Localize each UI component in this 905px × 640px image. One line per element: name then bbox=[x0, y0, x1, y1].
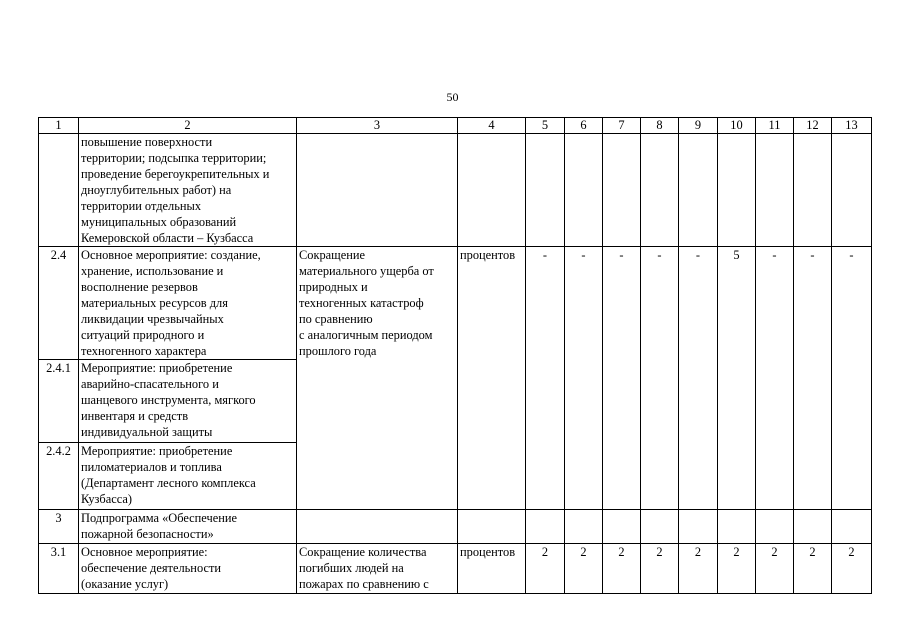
column-header: 1 bbox=[39, 118, 79, 134]
program-table bbox=[38, 117, 872, 594]
row-name: Основное мероприятие: обеспечение деятельности (оказание услуг) bbox=[79, 544, 297, 594]
row-value: - bbox=[679, 247, 718, 510]
column-header: 5 bbox=[526, 118, 565, 134]
row-number: 3 bbox=[39, 510, 79, 544]
column-header: 11 bbox=[756, 118, 794, 134]
row-value: - bbox=[794, 247, 832, 510]
column-header: 9 bbox=[679, 118, 718, 134]
column-header: 8 bbox=[641, 118, 679, 134]
row-number: 2.4 bbox=[39, 247, 79, 360]
column-header: 13 bbox=[832, 118, 872, 134]
row-value: - bbox=[526, 247, 565, 510]
row-value: 2 bbox=[718, 544, 756, 594]
row-value: - bbox=[565, 247, 603, 510]
column-header: 2 bbox=[79, 118, 297, 134]
table-row bbox=[39, 510, 872, 544]
row-indicator: Сокращение материального ущерба от природных и техногенных катастроф по сравнению с аналогичным периодом прошлого года bbox=[297, 247, 458, 510]
row-value: - bbox=[832, 247, 872, 510]
column-header: 7 bbox=[603, 118, 641, 134]
table-row bbox=[39, 247, 872, 360]
column-header: 6 bbox=[565, 118, 603, 134]
page-number: 50 bbox=[446, 90, 459, 104]
row-value: 2 bbox=[641, 544, 679, 594]
row-value: 2 bbox=[565, 544, 603, 594]
row-value: 2 bbox=[679, 544, 718, 594]
row-number: 2.4.1 bbox=[39, 360, 79, 443]
table-header-row bbox=[39, 118, 872, 134]
column-header: 12 bbox=[794, 118, 832, 134]
column-header: 10 bbox=[718, 118, 756, 134]
column-header: 3 bbox=[297, 118, 458, 134]
column-header: 4 bbox=[458, 118, 526, 134]
row-value: 2 bbox=[794, 544, 832, 594]
table-row bbox=[39, 544, 872, 594]
row-value: - bbox=[756, 247, 794, 510]
row-value: - bbox=[603, 247, 641, 510]
row-name: Мероприятие: приобретение пиломатериалов и топлива (Департамент лесного комплекса Кузбасса) bbox=[79, 443, 297, 510]
row-indicator: Сокращение количества погибших людей на пожарах по сравнению с bbox=[297, 544, 458, 594]
row-name: повышение поверхности территории; подсыпка территории; проведение берегоукрепительных и дноуглубительных работ) на территории отдельных муниципальных образований Кемеровской области – Кузбасса bbox=[79, 134, 297, 247]
row-value: 2 bbox=[526, 544, 565, 594]
row-name: Мероприятие: приобретение аварийно-спасательного и шанцевого инструмента, мягкого инвентаря и средств индивидуальной защиты bbox=[79, 360, 297, 443]
row-value: - bbox=[641, 247, 679, 510]
row-value: 2 bbox=[832, 544, 872, 594]
row-value: 2 bbox=[756, 544, 794, 594]
row-number: 3.1 bbox=[39, 544, 79, 594]
row-name: Подпрограмма «Обеспечение пожарной безопасности» bbox=[79, 510, 297, 544]
row-number: 2.4.2 bbox=[39, 443, 79, 510]
table-row bbox=[39, 134, 872, 247]
row-value: 2 bbox=[603, 544, 641, 594]
row-unit: процентов bbox=[458, 247, 526, 510]
row-unit: процентов bbox=[458, 544, 526, 594]
row-value: 5 bbox=[718, 247, 756, 510]
row-name: Основное мероприятие: создание, хранение, использование и восполнение резервов материальных ресурсов для ликвидации чрезвычайных ситуаций природного и техногенного характера bbox=[79, 247, 297, 360]
